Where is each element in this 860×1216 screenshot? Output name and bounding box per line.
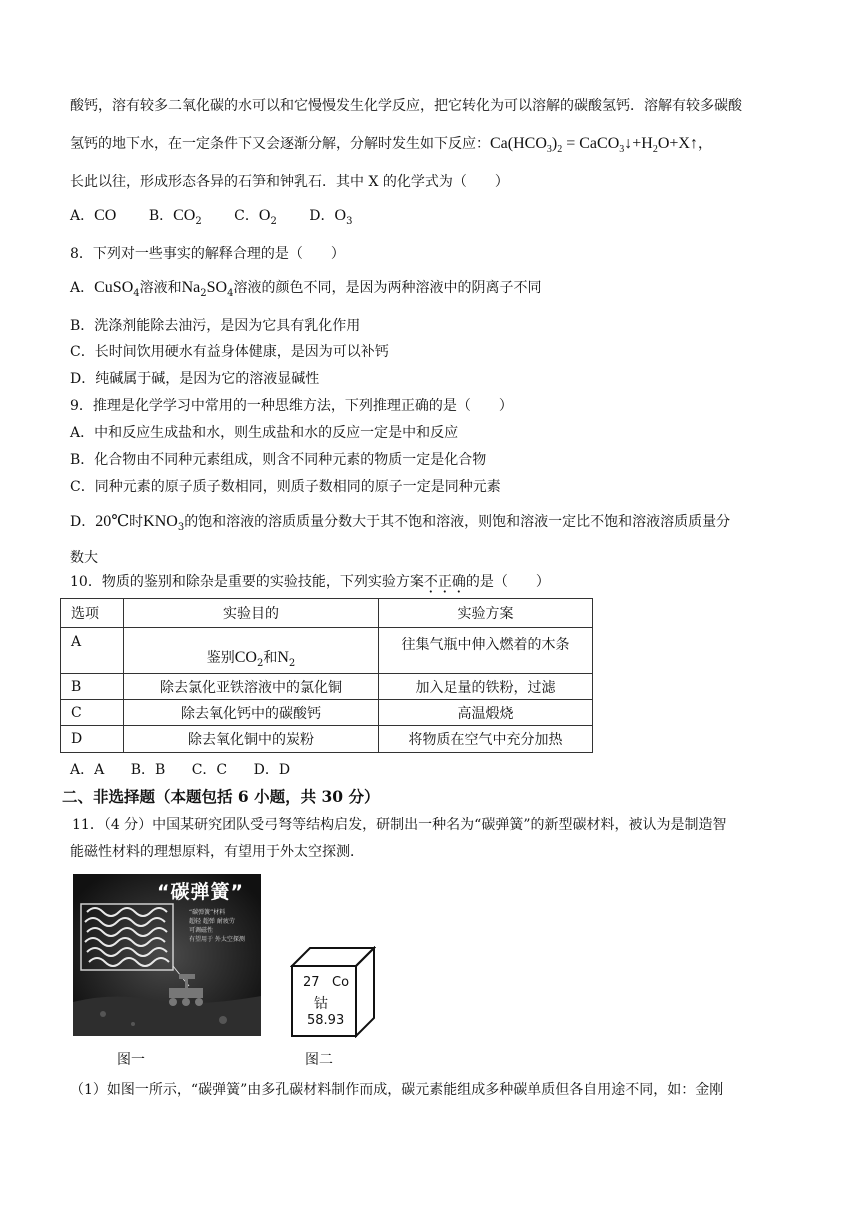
atomic-mass: 58.93	[307, 1013, 345, 1028]
q10-option-d[interactable]: D．D	[253, 762, 291, 778]
header-purpose: 实验目的	[124, 599, 379, 628]
q7-line1: 酸钙，溶有较多二氧化碳的水可以和它慢慢发生化学反应，把它转化为可以溶解的碳酸氢钙．溶解有较多碳酸	[70, 98, 742, 114]
q9-stem: 9．推理是化学学习中常用的一种思维方法，下列推理正确的是（ ）	[70, 398, 513, 414]
q11-line1: 11．（4 分）中国某研究团队受弓弩等结构启发，研制出一种名为“碳弹簧”的新型碳材料，被认为是制造智	[72, 817, 727, 833]
header-plan: 实验方案	[379, 599, 593, 628]
q8-option-d[interactable]: D．纯碱属于碱，是因为它的溶液显碱性	[70, 371, 320, 387]
element-symbol: Co	[332, 975, 350, 990]
table-header-row	[61, 599, 593, 628]
q9-option-d[interactable]: D．20℃时$KNO_3$的饱和溶液的溶质质量分数大于其不饱和溶液，则饱和溶液一定比不饱和溶液溶质质量分	[70, 513, 731, 533]
figure-1-caption: 图一	[117, 1052, 145, 1068]
figure-1-title: “碳弹簧”	[157, 881, 244, 903]
q10-option-b[interactable]: B．B	[130, 762, 166, 778]
q9-option-a[interactable]: A．中和反应生成盐和水，则生成盐和水的反应一定是中和反应	[70, 425, 459, 441]
q10-answers	[70, 760, 318, 780]
q10-table	[60, 598, 593, 753]
q7-option-a[interactable]: A．CO	[70, 207, 117, 224]
table-row: C 除去氧化钙中的碳酸钙 高温煅烧	[61, 700, 593, 726]
figure-1-caption-text: “碳弹簧”材料 超轻 超弹 耐疲劳 可调磁性 有望用于 外太空探测	[189, 909, 245, 943]
figure-2-element-card	[290, 946, 376, 1038]
q8-option-c[interactable]: C．长时间饮用硬水有益身体健康，是因为可以补钙	[70, 344, 389, 360]
table-row: B 除去氯化亚铁溶液中的氯化铜 加入足量的铁粉，过滤	[61, 674, 593, 700]
q8-option-a[interactable]: A．CuSO$_4$溶液和$Na_2SO_4$溶液的颜色不同，是因为两种溶液中的阴离子不同	[70, 279, 542, 299]
q7-option-c[interactable]: C．$O_2$	[234, 207, 277, 227]
element-name: 钴	[314, 996, 328, 1012]
q8-stem: 8．下列对一些事实的解释合理的是（ ）	[70, 246, 345, 262]
section-heading: 二、非选择题（本题包括 6 小题，共 30 分）	[62, 787, 380, 806]
header-option: 选项	[61, 599, 124, 628]
table-row: A 鉴别$CO_2$和$N_2$ 往集气瓶中伸入燃着的木条	[61, 628, 593, 674]
q11-subquestion-1: （1）如图一所示，“碳弹簧”由多孔碳材料制作而成，碳元素能组成多种碳单质但各自用途不同，如：金刚	[70, 1082, 724, 1098]
q10-option-c[interactable]: C．C	[191, 762, 228, 778]
q7-line2: 氢钙的地下水，在一定条件下又会逐渐分解，分解时发生如下反应：$Ca(HCO_3)_2$ = $CaCO_3↓+H_2O+X↑$，	[70, 135, 712, 155]
q7-option-d[interactable]: D．$O_3$	[309, 207, 353, 227]
figure-2-caption: 图二	[305, 1052, 333, 1068]
q7-line3: 长此以往，形成形态各异的石笋和钟乳石．其中 X 的化学式为（ ）	[70, 174, 509, 190]
q10-emphasis: 不正确	[423, 574, 466, 590]
table-row: D 除去氧化铜中的炭粉 将物质在空气中充分加热	[61, 726, 593, 753]
q9-option-d-cont: 数大	[70, 550, 98, 566]
q7-options	[70, 206, 380, 226]
q11-line2: 能磁性材料的理想原料，有望用于外太空探测．	[70, 844, 364, 860]
q10-stem: 10．物质的鉴别和除杂是重要的实验技能，下列实验方案不正确的是（ ）	[70, 574, 550, 590]
q10-option-a[interactable]: A．A	[70, 762, 105, 778]
atomic-number: 27	[303, 975, 320, 990]
q9-option-b[interactable]: B．化合物由不同种元素组成，则含不同种元素的物质一定是化合物	[70, 452, 487, 468]
q7-line2-text: 氢钙的地下水，在一定条件下又会逐渐分解，分解时发生如下反应：	[70, 136, 490, 152]
q9-option-c[interactable]: C．同种元素的原子质子数相同，则质子数相同的原子一定是同种元素	[70, 479, 501, 495]
figure-1-photo	[73, 874, 261, 1036]
q8-option-b[interactable]: B．洗涤剂能除去油污，是因为它具有乳化作用	[70, 318, 361, 334]
q7-option-b[interactable]: B．$CO_2$	[148, 207, 202, 227]
q7-equation: $Ca(HCO_3)_2$ = $CaCO_3↓+H_2O+X↑$	[490, 135, 698, 155]
